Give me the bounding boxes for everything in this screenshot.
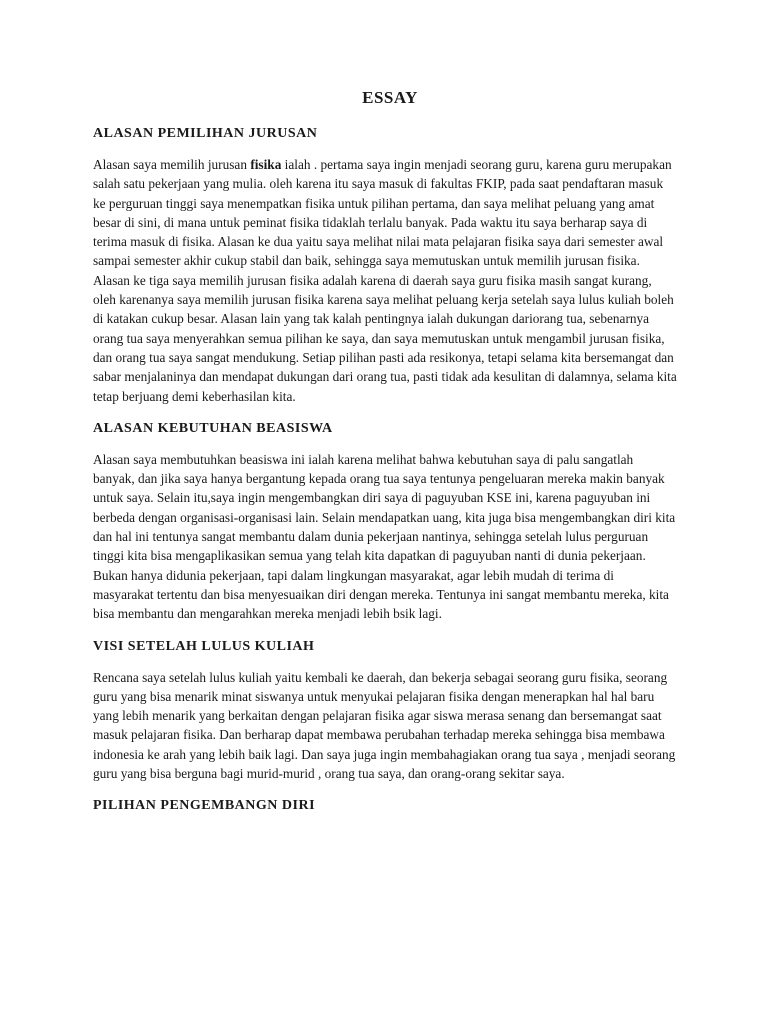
section-heading-pilihan-pengembangan-diri: PILIHAN PENGEMBANGN DIRI [93, 798, 316, 814]
section-heading-alasan-kebutuhan-beasiswa: ALASAN KEBUTUHAN BEASISWA [93, 420, 333, 436]
document-title: ESSAY [362, 88, 418, 107]
section-heading-visi-setelah-lulus-kuliah: VISI SETELAH LULUS KULIAH [93, 638, 315, 654]
section-paragraph-alasan-pemilihan-jurusan [93, 155, 677, 406]
paragraph-bold-word: fisika [250, 157, 282, 172]
section-paragraph-visi-setelah-lulus-kuliah: Rencana saya setelah lulus kuliah yaitu kembali ke daerah, dan bekerja sebagai seorang guru fisika, seorang guru yang bisa menarik minat siswanya untuk menyukai pelajaran fisika dengan menerapkan hal hal baru yang lebih menarik yang berkaitan dengan pelajaran fisika agar siswa merasa senang dan bersemangat saat masuk pelajaran fisika. Dan berharap dapat membawa perubahan terhadap mereka sehingga bisa membawa indonesia ke arah yang lebih baik lagi. Dan saya juga ingin membahagiakan orang tua saya , menjadi seorang guru yang bisa berguna bagi murid-murid , orang tua saya, dan orang-orang sekitar saya. [93, 669, 676, 782]
paragraph-text-lead: Alasan saya memilih jurusan [93, 157, 251, 172]
paragraph-text-rest: ialah . pertama saya ingin menjadi seorang guru, karena guru merupakan salah satu pekerjaan yang mulia. oleh karena itu saya masuk di fakultas FKIP, pada saat pendaftaran masuk ke perguruan tinggi saya menempatkan fisika untuk pilihan pertama, dan saya melihat peluang yang amat besar di sini, di mana untuk peminat fisika tidaklah terlalu banyak. Pada waktu itu saya berharap saya di terima masuk di fisika. Alasan ke dua yaitu saya melihat nilai mata pelajaran fisika saya dari semester awal sampai semester akhir cukup stabil dan baik, sehingga saya memutuskan untuk memilih jurusan fisika. Alasan ke tiga saya memilih jurusan fisika adalah karena di daerah saya guru fisika masih sangat kurang, oleh karenanya saya memilih jurusan fisika karena saya melihat peluang kerja setelah saya lulus kuliah boleh di katakan cukup besar. Alasan lain yang tak kalah pentingnya ialah dukungan dariorang tua, sebenarnya orang tua saya menyerahkan semua pilihan ke saya, dan saya memutuskan untuk mengambil jurusan fisika, dan orang tua saya sangat mendukung. Setiap pilihan pasti ada resikonya, tetapi selama kita bersemangat dan sabar menjalaninya dan mendapat dukungan dari orang tua, pasti tidak ada kesulitan di dalamnya, selama kita tetap berjuang demi keberhasilan kita. [93, 157, 677, 404]
section-paragraph-alasan-kebutuhan-beasiswa: Alasan saya membutuhkan beasiswa ini ialah karena melihat bahwa kebutuhan saya di palu sangatlah banyak, dan jika saya hanya bergantung kepada orang tua saya tentunya pengeluaran mereka makin banyak untuk saya. Selain itu,saya ingin mengembangkan diri saya di paguyuban KSE ini, karena paguyuban ini berbeda dengan organisasi-organisasi lain. Selain mendapatkan uang, kita juga bisa mengembangkan diri kita dan hal ini tentunya sangat membantu dalam dunia pekerjaan nantinya, sehingga setelah lulus perguruan tinggi kita bisa mengaplikasikan semua yang telah kita dapatkan di paguyuban nanti di dunia pekerjaan. Bukan hanya didunia pekerjaan, tapi dalam lingkungan masyarakat, agar lebih mudah di terima di masyarakat tertentu dan bisa menyesuaikan diri dengan mereka. Tentunya ini sangat membantu mereka, kita bisa membantu dan mengarahkan mereka menjadi lebih bsik lagi. [93, 451, 676, 622]
section-heading-alasan-pemilihan-jurusan: ALASAN PEMILIHAN JURUSAN [93, 126, 318, 141]
essay-page [93, 88, 677, 827]
